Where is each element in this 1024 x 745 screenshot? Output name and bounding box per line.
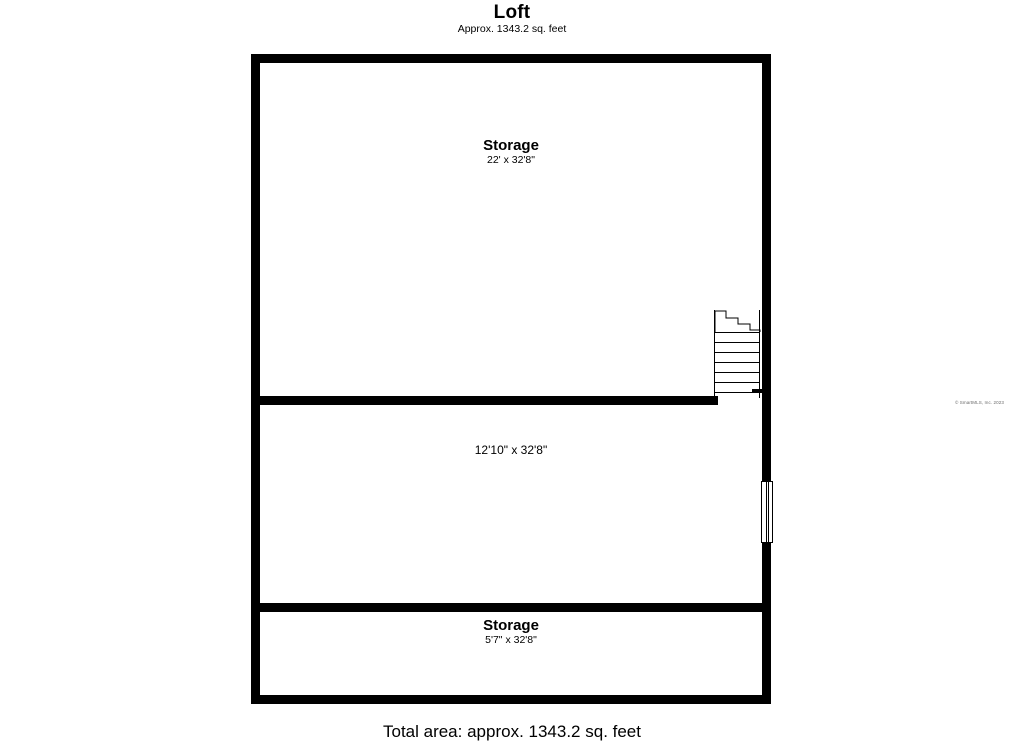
- room-label-middle: [411, 444, 611, 457]
- window-icon: [761, 481, 773, 543]
- stairs-icon: [714, 310, 764, 398]
- total-area-label: Total area: approx. 1343.2 sq. feet: [382, 722, 641, 741]
- room-label-storage-lower: [411, 618, 611, 647]
- page-subtitle: Approx. 1343.2 sq. feet: [457, 23, 567, 35]
- page-title: Loft: [493, 2, 531, 23]
- wall-interior-lower: [260, 603, 762, 612]
- room-name: Storage: [483, 617, 539, 634]
- wall-bottom: [251, 695, 771, 704]
- copyright-notice: © SmartMLS, Inc. 2023: [955, 400, 1004, 405]
- stairs-turn-icon: [714, 310, 764, 336]
- room-dimensions: 12'10" x 32'8": [474, 443, 548, 457]
- wall-left: [251, 54, 260, 704]
- wall-interior-upper: [260, 396, 718, 405]
- room-label-storage-upper: [411, 138, 611, 167]
- wall-top: [251, 54, 771, 63]
- room-dimensions: 22' x 32'8": [486, 153, 536, 166]
- room-name: Storage: [483, 137, 539, 154]
- room-dimensions: 5'7" x 32'8": [485, 633, 537, 646]
